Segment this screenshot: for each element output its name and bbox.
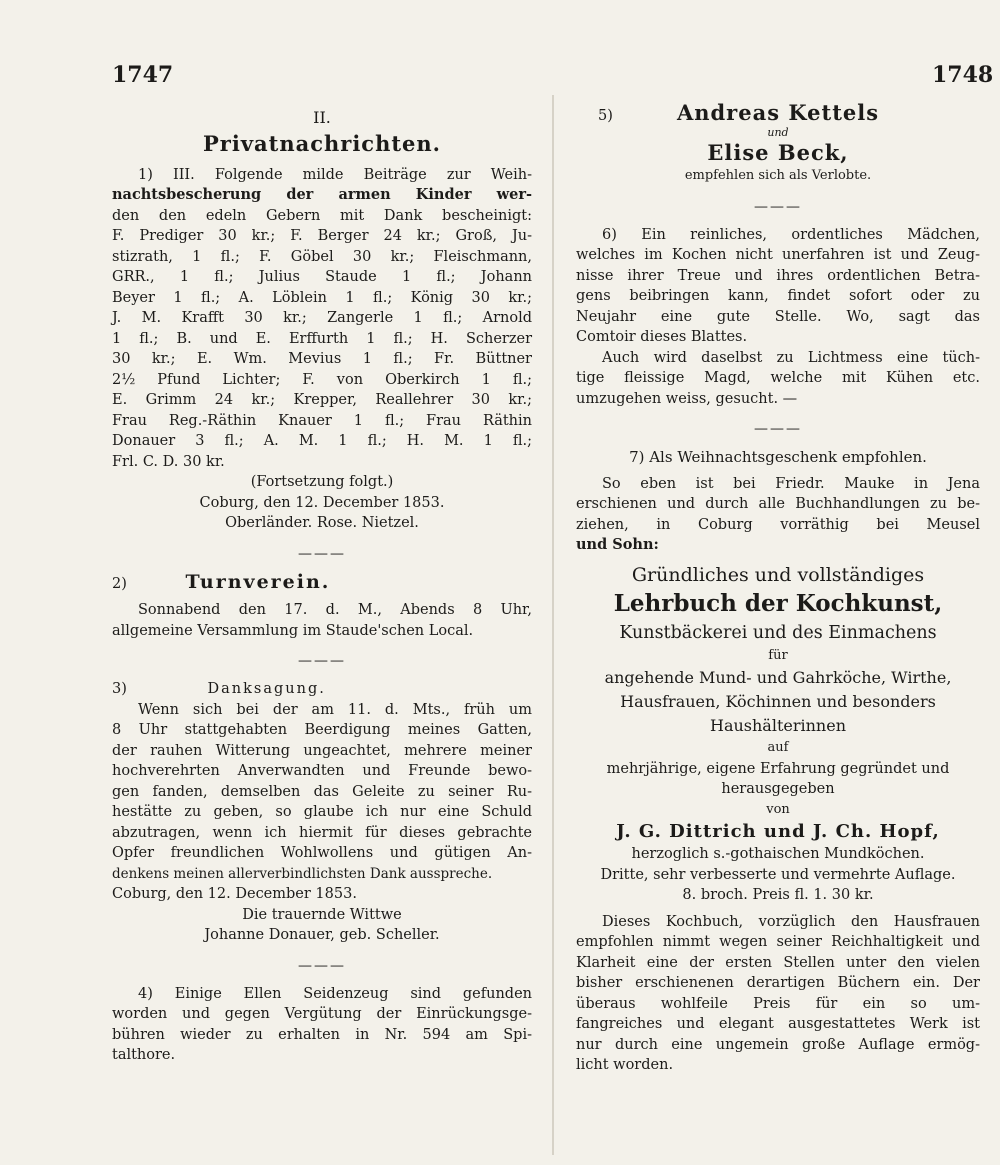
place-date: Coburg, den 12. December 1853. bbox=[199, 494, 445, 511]
notice-number: 3) bbox=[112, 681, 127, 697]
section-number: II. bbox=[313, 108, 331, 127]
text-line: J. M. Krafft 30 kr.; Zangerle 1 fl.; Arnold bbox=[112, 310, 532, 326]
book-authors: J. G. Dittrich und J. Ch. Hopf, bbox=[616, 821, 940, 842]
text-line: gen fanden, demselben das Geleite zu seiner Ru- bbox=[112, 783, 532, 800]
text-line: Comtoir dieses Blattes. bbox=[576, 329, 748, 345]
notice-number: 5) bbox=[598, 108, 613, 124]
text-line: Frl. C. D. 30 kr. bbox=[112, 453, 225, 470]
text-line: hochverehrten Anverwandten und Freunde bewo- bbox=[112, 763, 532, 779]
notice-1 bbox=[112, 165, 532, 534]
right-column bbox=[576, 100, 980, 1076]
text-line: allgemeine Versammlung im Staude'schen Local. bbox=[112, 622, 474, 639]
text-line: 1) III. Folgende milde Beiträge zur Weih- bbox=[138, 166, 532, 183]
text-line: nur durch eine ungemein große Auflage ermög- bbox=[576, 1036, 980, 1053]
separator-rule: ——— bbox=[754, 198, 802, 215]
authors-role: herzoglich s.-gothaischen Mundköchen. bbox=[631, 846, 925, 862]
text-line: 6) Ein reinliches, ordentliches Mädchen, bbox=[602, 226, 980, 243]
text-line: der rauhen Witterung ungeachtet, mehrere meiner bbox=[112, 742, 532, 759]
text-line: bühren wieder zu erhalten in Nr. 594 am Spi- bbox=[112, 1026, 532, 1043]
notice-title: Danksagung. bbox=[207, 681, 326, 697]
text-line: stizrath, 1 fl.; F. Göbel 30 kr.; Fleischmann, bbox=[112, 248, 532, 265]
text-line: erschienen und durch alle Buchhandlungen zu be- bbox=[576, 496, 980, 512]
text-line: umzugehen weiss, gesucht. — bbox=[576, 390, 798, 407]
notice-title: Turnverein. bbox=[185, 570, 331, 593]
text-line: worden und gegen Vergütung der Einrückungsge- bbox=[112, 1006, 532, 1022]
audience-line: Hausfrauen, Köchinnen und besonders bbox=[620, 692, 936, 711]
book-title-line-2: Lehrbuch der Kochkunst, bbox=[613, 589, 943, 617]
engaged-name-2: Elise Beck, bbox=[707, 140, 849, 165]
von-word: von bbox=[766, 801, 790, 817]
text-line: F. Prediger 30 kr.; F. Berger 24 kr.; Groß, Ju- bbox=[112, 228, 532, 244]
text-line: Opfer freundlichen Wohlwollens und gütigen An- bbox=[112, 845, 532, 861]
signers: Oberländer. Rose. Nietzel. bbox=[225, 515, 419, 531]
text-line: talthore. bbox=[112, 1047, 176, 1063]
text-line: fangreiches und elegant ausgestattetes Werk ist bbox=[576, 1016, 980, 1032]
text-line: Neujahr eine gute Stelle. Wo, sagt das bbox=[576, 308, 980, 325]
notice-7 bbox=[576, 447, 980, 1076]
left-column bbox=[112, 100, 532, 1066]
text-line: licht worden. bbox=[576, 1057, 674, 1073]
und-word: und bbox=[767, 126, 789, 139]
text-line: Beyer 1 fl.; A. Löblein 1 fl.; König 30 kr.; bbox=[112, 289, 532, 306]
continued-note: (Fortsetzung folgt.) bbox=[250, 474, 394, 490]
price-line: 8. broch. Preis fl. 1. 30 kr. bbox=[682, 887, 874, 903]
book-title-line-1: Gründliches und vollständiges bbox=[631, 563, 925, 586]
separator-rule: ——— bbox=[754, 421, 802, 437]
text-line: 8 Uhr stattgehabten Beerdigung meines Gatten, bbox=[112, 722, 532, 738]
audience-line: angehende Mund- und Gahrköche, Wirthe, bbox=[604, 668, 952, 687]
page-number-left: 1747 bbox=[112, 62, 174, 88]
text-line: gens beibringen kann, findet sofort oder zu bbox=[576, 288, 980, 304]
notice-3 bbox=[112, 679, 532, 946]
text-line: den den edeln Gebern mit Dank bescheinigt: bbox=[112, 207, 532, 224]
column-divider bbox=[552, 95, 554, 1155]
text-line: Dieses Kochbuch, vorzüglich den Hausfrauen bbox=[602, 913, 980, 930]
place-date: Coburg, den 12. December 1853. bbox=[112, 886, 357, 902]
auf-word: auf bbox=[767, 740, 789, 755]
text-line: 30 kr.; E. Wm. Mevius 1 fl.; Fr. Büttner bbox=[112, 351, 532, 367]
text-line: Donauer 3 fl.; A. M. 1 fl.; H. M. 1 fl.; bbox=[112, 433, 532, 449]
text-line: bisher erschienenen derartigen Büchern ein. Der bbox=[576, 975, 980, 991]
text-line: hestätte zu geben, so glaube ich nur eine Schuld bbox=[112, 804, 532, 820]
text-line: Klarheit eine der ersten Stellen unter den vielen bbox=[576, 954, 980, 971]
audience-line: Haushälterinnen bbox=[709, 716, 846, 735]
notice-heading: 7) Als Weihnachtsgeschenk empfohlen. bbox=[629, 448, 927, 466]
notice-5 bbox=[576, 100, 980, 187]
text-line: nisse ihrer Treue und ihres ordentlichen Betra- bbox=[576, 267, 980, 284]
edition-note: Dritte, sehr verbesserte und vermehrte Auflage. bbox=[600, 866, 956, 883]
text-line: Sonnabend den 17. d. M., Abends 8 Uhr, bbox=[138, 602, 532, 618]
text-line: und Sohn: bbox=[576, 536, 659, 553]
text-line: empfohlen nimmt wegen seiner Reichhaltigkeit und bbox=[576, 934, 980, 950]
text-line: 1 fl.; B. und E. Erffurth 1 fl.; H. Scherzer bbox=[112, 330, 532, 347]
separator-rule: ——— bbox=[298, 653, 346, 669]
text-line: Wenn sich bei der am 11. d. Mts., früh um bbox=[138, 701, 532, 718]
text-line: 2½ Pfund Lichter; F. von Oberkirch 1 fl.; bbox=[112, 371, 532, 388]
separator-rule: ——— bbox=[298, 957, 346, 974]
text-line: abzutragen, wenn ich hiermit für dieses gebrachte bbox=[112, 824, 532, 841]
notice-4 bbox=[112, 984, 532, 1066]
signature-line: Johanne Donauer, geb. Scheller. bbox=[204, 927, 440, 943]
engagement-tagline: empfehlen sich als Verlobte. bbox=[684, 168, 872, 183]
text-line: GRR., 1 fl.; Julius Staude 1 fl.; Johann bbox=[112, 269, 532, 285]
text-line: Auch wird daselbst zu Lichtmess eine tüch- bbox=[602, 349, 980, 366]
text-line: Frau Reg.-Räthin Knauer 1 fl.; Frau Räthin bbox=[112, 412, 532, 429]
basis-line: herausgegeben bbox=[721, 781, 835, 797]
notice-heading bbox=[112, 679, 532, 700]
notice-6 bbox=[576, 225, 980, 410]
engaged-name-1: Andreas Kettels bbox=[676, 100, 880, 125]
for-word: für bbox=[768, 647, 788, 663]
notice-heading bbox=[112, 572, 532, 595]
book-title-line-3: Kunstbäckerei und des Einmachens bbox=[619, 622, 937, 643]
page-number-right: 1748 bbox=[932, 62, 994, 88]
text-line: ziehen, in Coburg vorräthig bei Meusel bbox=[576, 516, 980, 533]
text-line: E. Grimm 24 kr.; Krepper, Reallehrer 30 kr.; bbox=[112, 392, 532, 408]
text-line: So eben ist bei Friedr. Mauke in Jena bbox=[602, 475, 980, 492]
notice-number: 2) bbox=[112, 575, 127, 592]
section-heading: Privatnachrichten. bbox=[202, 130, 441, 156]
text-line: nachtsbescherung der armen Kinder wer- bbox=[112, 186, 532, 203]
text-line: überaus wohlfeile Preis für ein so um- bbox=[576, 995, 980, 1012]
signature-line: Die trauernde Wittwe bbox=[242, 906, 402, 923]
notice-2 bbox=[112, 572, 532, 642]
text-line: welches im Kochen nicht unerfahren ist und Zeug- bbox=[576, 247, 980, 263]
text-line: tige fleissige Magd, welche mit Kühen etc. bbox=[576, 370, 980, 386]
text-line: 4) Einige Ellen Seidenzeug sind gefunden bbox=[138, 985, 532, 1002]
separator-rule: ——— bbox=[298, 545, 346, 562]
text-line: denkens meinen allerverbindlichsten Dank ausspreche. bbox=[112, 865, 493, 882]
basis-line: mehrjährige, eigene Erfahrung gegründet und bbox=[606, 760, 950, 777]
